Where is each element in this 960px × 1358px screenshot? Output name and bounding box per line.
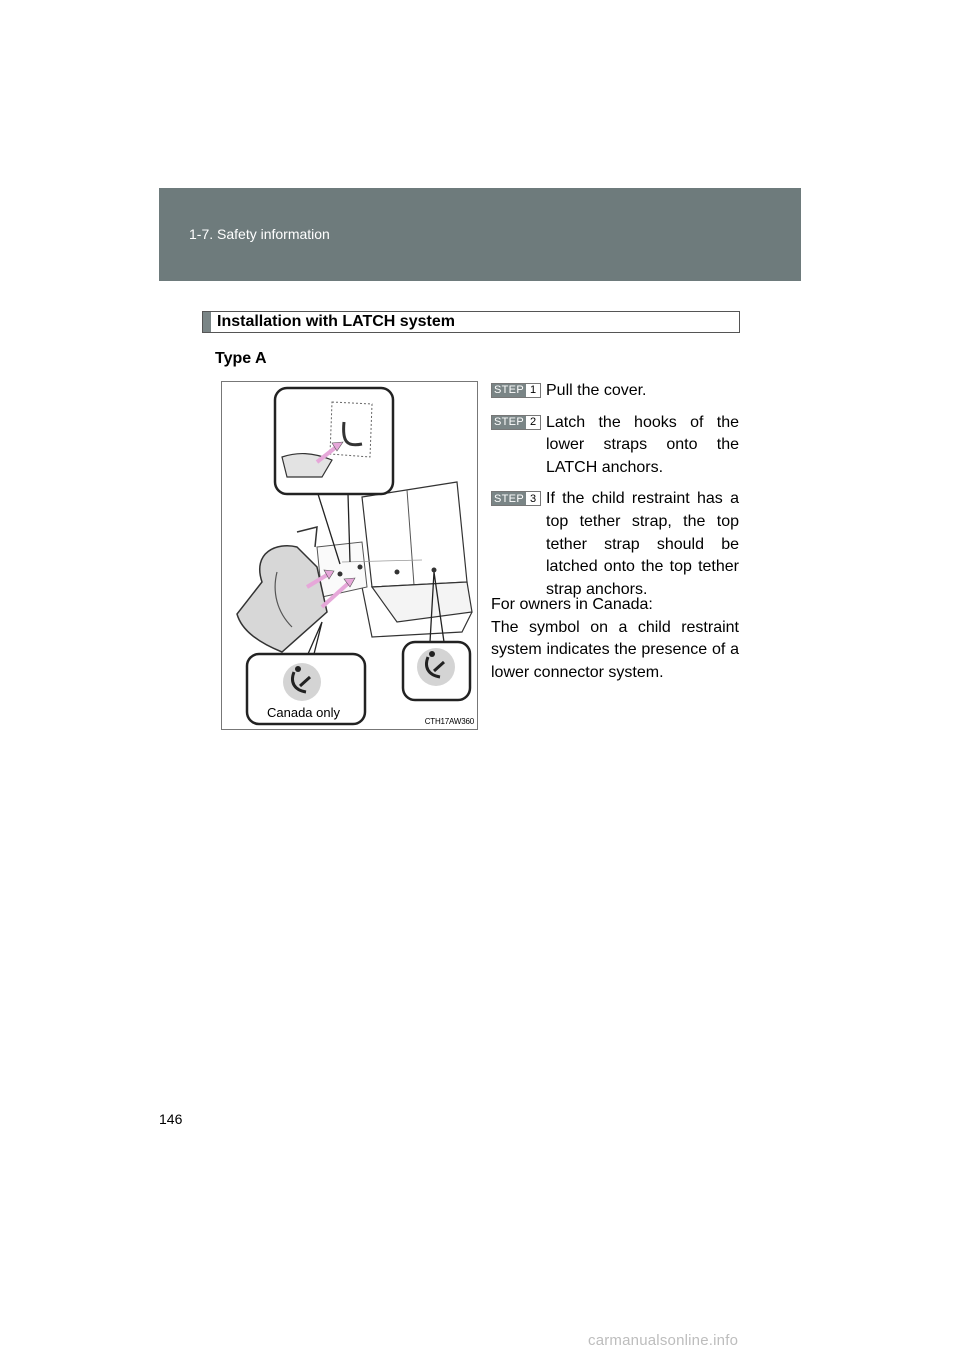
step-text: Latch the hooks of the lower straps onto the LATCH anchors. <box>546 413 739 476</box>
latch-illustration <box>222 382 478 730</box>
section-title-box <box>202 311 740 333</box>
step-badge-word: STEP <box>492 416 526 429</box>
canada-only-label: Canada only <box>267 705 340 720</box>
step-item <box>491 380 739 403</box>
figure-code: CTH17AW360 <box>424 717 474 726</box>
step-text: Pull the cover. <box>546 382 647 399</box>
step-badge-number: 1 <box>526 384 540 397</box>
canada-note <box>491 594 739 684</box>
note-heading: For owners in Canada: <box>491 596 653 613</box>
step-badge <box>491 491 541 506</box>
title-accent-bar <box>203 312 211 332</box>
latch-installation-figure <box>221 381 478 730</box>
header-band <box>159 188 801 281</box>
step-item <box>491 412 739 480</box>
step-badge-word: STEP <box>492 492 526 505</box>
section-label: 1-7. Safety information <box>189 226 330 242</box>
step-text: If the child restraint has a top tether strap, the top tether strap should be latched onto the top tether strap anchors. <box>546 490 739 598</box>
page-number: 146 <box>159 1111 183 1127</box>
section-title: Installation with LATCH system <box>217 313 455 330</box>
step-badge-number: 2 <box>526 416 540 429</box>
note-body: The symbol on a child restraint system indicates the presence of a lower connector system. <box>491 618 739 681</box>
step-badge <box>491 383 541 398</box>
step-item <box>491 488 739 601</box>
step-badge <box>491 415 541 430</box>
step-badge-word: STEP <box>492 384 526 397</box>
watermark: carmanualsonline.info <box>588 1332 739 1349</box>
type-label: Type A <box>215 350 267 367</box>
steps-list <box>491 380 739 610</box>
step-badge-number: 3 <box>526 492 540 505</box>
